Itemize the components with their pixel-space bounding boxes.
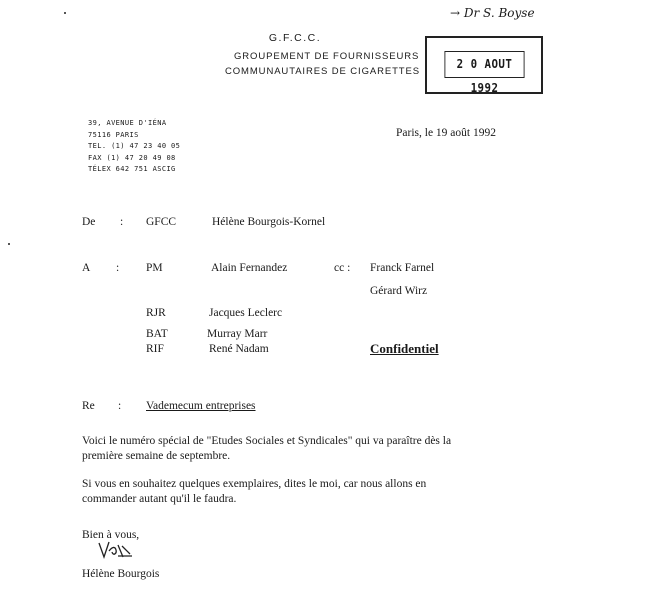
- letterhead-line1: GROUPEMENT DE FOURNISSEURS: [234, 51, 420, 62]
- from-label: De: [82, 216, 96, 228]
- from-org: GFCC: [146, 216, 177, 228]
- recipient-name: Jacques Leclerc: [209, 307, 283, 319]
- confidential-label: Confidentiel: [370, 341, 439, 356]
- body-line: Voici le numéro spécial de "Etudes Sociales et Syndicales" qui va paraître dès la: [82, 435, 452, 447]
- closing: Bien à vous,: [82, 529, 140, 541]
- address-tel: TEL. (1) 47 23 40 05: [88, 142, 181, 150]
- address-street: 39, AVENUE D'IÉNA: [88, 119, 167, 127]
- recipient-name: Murray Marr: [207, 328, 268, 340]
- handwritten-note: → Dr S. Boyse: [450, 6, 535, 20]
- cc-name: Franck Farnel: [370, 262, 435, 274]
- address-telex: TÉLEX 642 751 ASCIG: [88, 165, 176, 173]
- address-fax: FAX (1) 47 20 49 08: [88, 153, 176, 162]
- body-line: première semaine de septembre.: [82, 450, 231, 462]
- body-line: commander autant qu'il le faudra.: [82, 493, 237, 505]
- recipient-org: PM: [146, 262, 163, 274]
- from-colon: :: [120, 216, 124, 228]
- signature-name: Hélène Bourgois: [82, 568, 160, 580]
- body-line: Si vous en souhaitez quelques exemplaires, dites le moi, car nous allons en: [82, 478, 427, 490]
- re-colon: :: [118, 400, 122, 412]
- recipient-org: RIF: [146, 343, 164, 355]
- address-city: 75116 PARIS: [88, 130, 139, 139]
- cc-name: Gérard Wirz: [370, 285, 428, 297]
- to-label: A: [82, 262, 91, 274]
- re-label: Re: [82, 400, 95, 412]
- letterhead-acronym: G.F.C.C.: [268, 32, 322, 44]
- received-stamp: [425, 36, 543, 94]
- cc-label: cc :: [334, 262, 351, 274]
- scan-speck: [8, 243, 10, 245]
- recipient-name: Alain Fernandez: [211, 262, 288, 274]
- signature-scribble: [96, 537, 136, 561]
- from-name: Hélène Bourgois-Kornel: [212, 216, 326, 228]
- letterhead-line2: COMMUNAUTAIRES DE CIGARETTES: [225, 66, 420, 77]
- address-block: [88, 118, 180, 176]
- recipient-org: BAT: [146, 328, 168, 340]
- recipient-name: René Nadam: [209, 343, 269, 355]
- place-date: Paris, le 19 août 1992: [396, 127, 496, 139]
- re-subject: Vademecum entreprises: [146, 400, 256, 412]
- recipient-org: RJR: [146, 307, 166, 319]
- scan-speck: [64, 12, 66, 14]
- stamp-date: 2 0 AOUT 1992: [444, 51, 524, 78]
- to-colon: :: [116, 262, 120, 274]
